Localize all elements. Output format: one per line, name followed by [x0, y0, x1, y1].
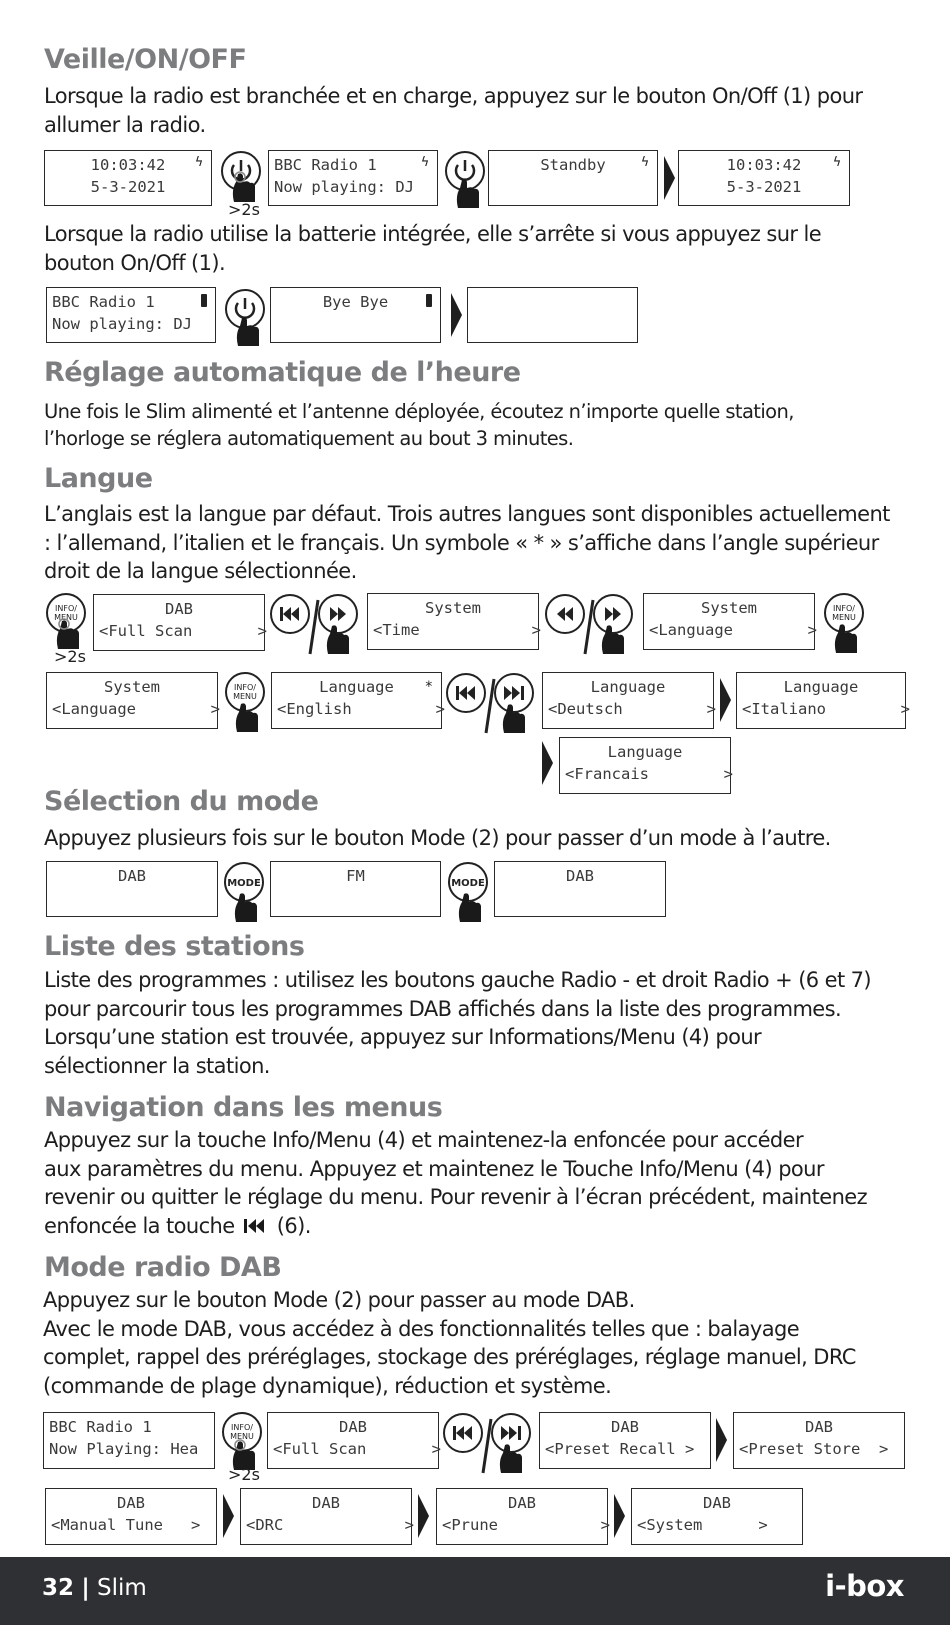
lcd-screen-language-deutsch	[542, 672, 714, 729]
lcd-screen-language-francais	[559, 737, 731, 794]
battery-icon	[426, 294, 432, 307]
lcd-line-1: DAB	[508, 1494, 536, 1512]
mode-button-press	[446, 862, 492, 926]
lcd-line-2: <Preset Recall >	[545, 1440, 695, 1458]
info-menu-button-hold	[44, 593, 90, 653]
lcd-line-2: <Manual Tune >	[51, 1516, 201, 1534]
svg-text:MENU: MENU	[230, 1432, 254, 1441]
lcd-line-2: Now playing: DJ	[52, 315, 192, 333]
battery-icon	[201, 294, 207, 307]
paragraph-veille-2: Lorsque la radio utilise la batterie intégrée, elle s’arrête si vous appuyez sur le bouton On/Off (1).	[44, 222, 822, 275]
arrow-right-icon	[664, 156, 675, 200]
lcd-line-2: <Language >	[52, 700, 220, 718]
lcd-line-2: <Italiano >	[742, 700, 910, 718]
lcd-line-2: <Full Scan >	[99, 622, 267, 640]
svg-text:MODE: MODE	[227, 878, 261, 889]
arrow-right-icon	[716, 1418, 727, 1462]
lcd-line-2: <Deutsch >	[548, 700, 716, 718]
section-title-langue: Langue	[44, 463, 153, 494]
lcd-line-1: BBC Radio 1	[274, 156, 377, 174]
lcd-line-1: Language	[590, 678, 666, 696]
lcd-line-2: <Language >	[649, 621, 817, 639]
info-menu-button-press	[822, 593, 868, 657]
hold-label: >2s	[54, 647, 86, 666]
section-title-veille: Veille/ON/OFF	[44, 44, 247, 75]
lcd-line-1: BBC Radio 1	[52, 293, 155, 311]
lcd-screen-preset-store	[733, 1412, 905, 1469]
lcd-screen-clock-2	[678, 150, 850, 206]
navigation-text: Appuyez sur la touche Info/Menu (4) et maintenez-la enfoncée pour accéder aux paramètres du menu. Appuyez et maintenez le Touche Info/Menu (4) pour revenir ou quitter le réglage du menu. Pour revenir à l’écran précédent, maintenez enfoncée la touche	[44, 1128, 868, 1238]
section-title-heure: Réglage automatique de l’heure	[44, 357, 521, 388]
charging-icon: ϟ	[833, 155, 841, 170]
page-footer	[0, 1557, 950, 1625]
arrow-right-icon	[542, 741, 553, 785]
lcd-screen-system	[631, 1488, 803, 1545]
lcd-line-1: Language	[783, 678, 859, 696]
lcd-line-1: DAB	[566, 867, 594, 885]
lcd-screen-manual-tune	[45, 1488, 217, 1545]
svg-text:INFO/: INFO/	[833, 604, 855, 613]
lcd-screen-now-playing-battery	[46, 287, 216, 343]
lcd-screen-system-time	[367, 593, 539, 650]
lcd-line-1: Bye Bye	[322, 293, 389, 311]
paragraph-mode: Appuyez plusieurs fois sur le bouton Mode (2) pour passer d’un mode à l’autre.	[44, 826, 831, 850]
lcd-screen-mode-fm	[270, 861, 441, 917]
lcd-line-2: <DRC >	[246, 1516, 414, 1534]
page-number: 32	[42, 1575, 75, 1601]
prev-next-track-buttons	[441, 1411, 537, 1475]
power-button-press	[442, 150, 488, 214]
separator: |	[81, 1575, 90, 1601]
charging-icon: ϟ	[195, 155, 203, 170]
paragraph-veille-1: Lorsque la radio est branchée et en charge, appuyez sur le bouton On/Off (1) pour allumer la radio.	[44, 84, 863, 137]
lcd-line-2: Now Playing: Hea	[49, 1440, 199, 1458]
lcd-screen-system-language-2	[46, 672, 218, 729]
lcd-line-2: 5-3-2021	[90, 178, 166, 196]
paragraph-heure: Une fois le Slim alimenté et l’antenne déployée, écoutez n’importe quelle station, l’horloge se réglera automatiquement au bout 3 minutes.	[44, 400, 794, 450]
lcd-screen-dab-now-playing	[43, 1412, 215, 1469]
lcd-line-2: 5-3-2021	[726, 178, 802, 196]
lcd-screen-clock	[44, 150, 212, 206]
lcd-line-1: System	[104, 678, 160, 696]
lcd-line-2: Now playing: DJ	[274, 178, 414, 196]
rewind-forward-buttons	[543, 592, 639, 656]
lcd-screen-language-italiano	[736, 672, 910, 729]
prev-next-buttons	[268, 592, 364, 656]
hold-label: >2s	[228, 200, 260, 219]
lcd-line-1: Language	[607, 743, 683, 761]
prev-next-track-buttons	[444, 671, 540, 735]
lcd-line-1: DAB	[339, 1418, 367, 1436]
lcd-screen-standby	[488, 150, 658, 206]
lcd-line-1: DAB	[117, 1494, 145, 1512]
arrow-right-icon	[720, 678, 731, 722]
lcd-screen-off	[467, 287, 638, 343]
lcd-line-1: DAB	[312, 1494, 340, 1512]
svg-text:INFO/: INFO/	[55, 604, 77, 613]
arrow-right-icon	[418, 1494, 429, 1538]
power-button-press-battery	[222, 288, 268, 352]
svg-text:INFO/: INFO/	[234, 683, 256, 692]
lcd-line-1: DAB	[118, 867, 146, 885]
lcd-line-1: System	[425, 599, 481, 617]
arrow-right-icon	[223, 1494, 234, 1538]
lcd-screen-now-playing	[268, 150, 438, 206]
selected-marker: *	[424, 679, 433, 695]
lcd-line-1: DAB	[703, 1494, 731, 1512]
lcd-screen-dab-full-scan-2	[267, 1412, 439, 1469]
product-name: Slim	[97, 1575, 147, 1601]
svg-text:INFO/: INFO/	[231, 1423, 253, 1432]
charging-icon: ϟ	[641, 155, 649, 170]
lcd-line-1: DAB	[805, 1418, 833, 1436]
lcd-screen-prune	[436, 1488, 608, 1545]
paragraph-stations: Liste des programmes : utilisez les boutons gauche Radio - et droit Radio + (6 et 7) pour parcourir tous les programmes DAB affichés dans la liste des programmes. Lorsqu’une station est trouvée, appuyez sur Informations/Menu (4) pour sélectionner la station.	[44, 968, 872, 1078]
lcd-line-1: 10:03:42	[90, 156, 166, 174]
lcd-screen-preset-recall	[539, 1412, 711, 1469]
hold-label: >2s	[228, 1465, 260, 1484]
page-number-label	[42, 1575, 147, 1601]
lcd-line-2: <Prune >	[442, 1516, 610, 1534]
section-title-mode: Sélection du mode	[44, 786, 319, 817]
lcd-line-2: <System >	[637, 1516, 768, 1534]
section-title-navigation: Navigation dans les menus	[44, 1092, 443, 1123]
lcd-line-2: <English >	[277, 700, 445, 718]
lcd-line-2: <Preset Store >	[739, 1440, 889, 1458]
lcd-line-1: System	[701, 599, 757, 617]
lcd-screen-drc	[240, 1488, 412, 1545]
lcd-line-1: Standby	[540, 156, 606, 174]
lcd-line-1: DAB	[165, 600, 193, 618]
navigation-suffix: (6).	[270, 1213, 311, 1238]
info-menu-button-press	[223, 672, 269, 736]
charging-icon: ϟ	[421, 155, 429, 170]
lcd-line-2: <Time >	[373, 621, 541, 639]
lcd-screen-mode-dab	[46, 861, 218, 917]
lcd-screen-mode-dab-2	[494, 861, 666, 917]
lcd-line-1: BBC Radio 1	[49, 1418, 152, 1436]
lcd-screen-system-language	[643, 593, 815, 650]
arrow-right-icon	[451, 293, 462, 337]
lcd-line-1: DAB	[611, 1418, 639, 1436]
paragraph-langue: L’anglais est la langue par défaut. Trois autres langues sont disponibles actuellement : l’allemand, l’italien et le français. Un symbole « * » s’affiche dans l’angle supérieur droit de la langue sélectionnée.	[44, 502, 890, 583]
paragraph-navigation	[44, 1126, 867, 1240]
lcd-line-2: <Francais >	[565, 765, 733, 783]
lcd-line-1: 10:03:42	[726, 156, 802, 174]
mode-button-press	[222, 862, 268, 926]
lcd-line-2: <Full Scan >	[273, 1440, 441, 1458]
svg-text:MODE: MODE	[451, 878, 485, 889]
section-title-stations: Liste des stations	[44, 931, 305, 962]
arrow-right-icon	[614, 1494, 625, 1538]
svg-text:MENU: MENU	[832, 613, 856, 622]
lcd-screen-language-english	[271, 672, 445, 729]
lcd-line-1: Language	[319, 678, 394, 696]
lcd-screen-dab-full-scan	[93, 594, 265, 651]
lcd-screen-bye-bye	[270, 287, 441, 343]
paragraph-dab: Appuyez sur le bouton Mode (2) pour passer au mode DAB. Avec le mode DAB, vous accédez à des fonctionnalités telles que : balayage complet, rappel des préréglages, stockage des préréglages, réglage manuel, DRC (commande de plage dynamique), réduction et système.	[43, 1288, 856, 1398]
svg-text:MENU: MENU	[233, 692, 257, 701]
prev-track-icon	[241, 1217, 271, 1235]
brand-logo: i-box	[825, 1569, 904, 1603]
section-title-dab: Mode radio DAB	[44, 1252, 282, 1283]
lcd-line-1: FM	[346, 867, 365, 885]
svg-text:MENU: MENU	[54, 613, 78, 622]
